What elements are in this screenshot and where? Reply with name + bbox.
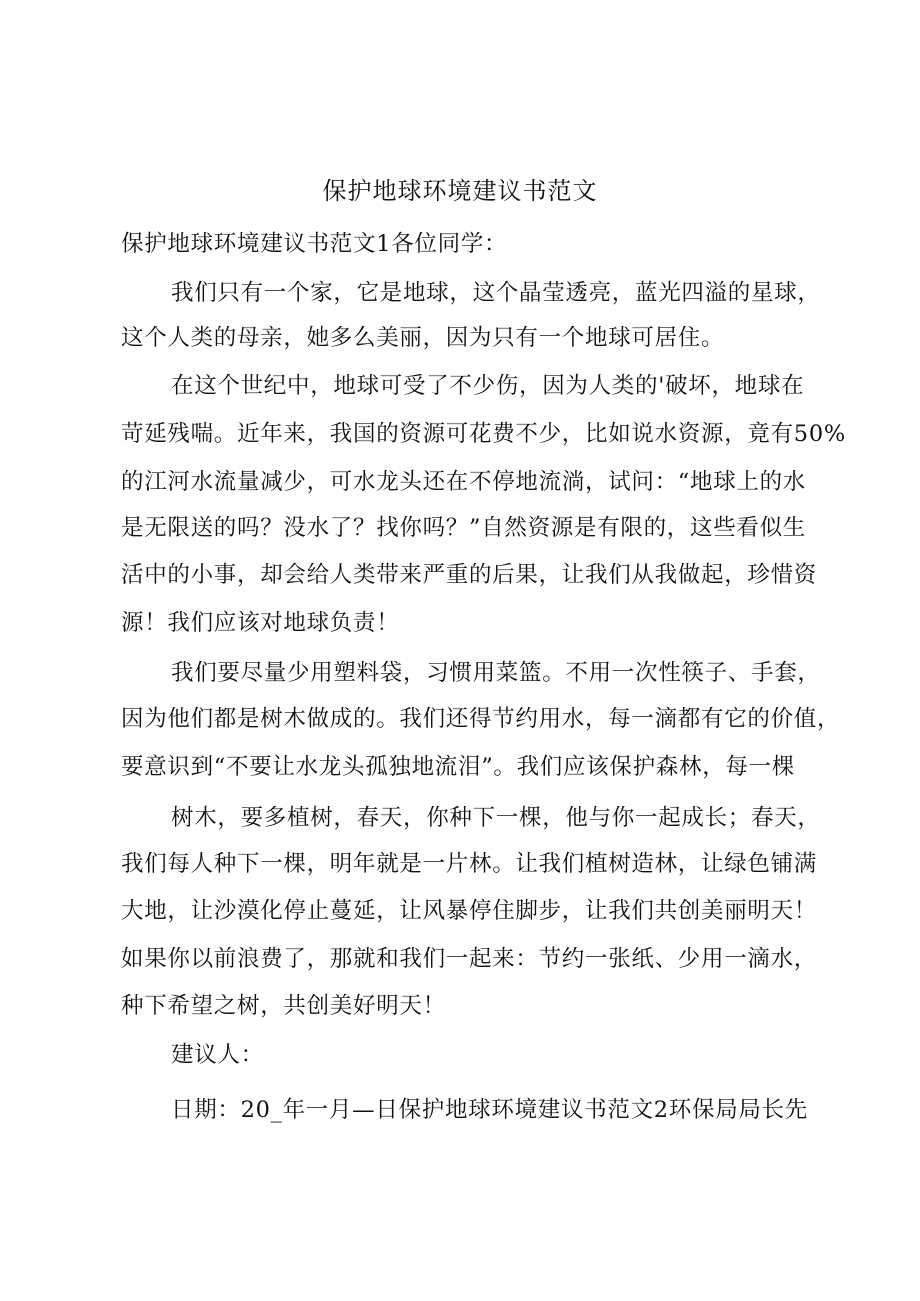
- text-line: 树木，要多植树，春天，你种下一棵，他与你一起成长；春天，: [171, 805, 821, 831]
- text-line: 如果你以前浪费了，那就和我们一起来：节约一张纸、少用一滴水，: [121, 946, 818, 972]
- text-line: 源！我们应该对地球负责！: [121, 610, 400, 636]
- text-line: 我们要尽量少用塑料袋，习惯用菜篮。不用一次性筷子、手套，: [171, 660, 821, 686]
- document-title: 保护地球环境建议书范文: [322, 177, 598, 205]
- text-line: 我们只有一个家，它是地球，这个晶莹透亮，蓝光四溢的星球，: [171, 280, 821, 306]
- text-line: 的江河水流量减少，可水龙头还在不停地流淌，试问：“地球上的水: [121, 469, 807, 495]
- date-line: 日期：20_年一月—日保护地球环境建议书范文2环保局局长先: [171, 1097, 808, 1123]
- text-line: 在这个世纪中，地球可受了不少伤，因为人类的'破坏，地球在: [171, 373, 805, 399]
- signature-label: 建议人：: [171, 1042, 264, 1068]
- text-line: 保护地球环境建议书范文1各位同学：: [121, 231, 508, 257]
- text-line: 因为他们都是树木做成的。我们还得节约用水，每一滴都有它的价值，: [121, 706, 841, 732]
- text-line: 我们每人种下一棵，明年就是一片林。让我们植树造林，让绿色铺满: [121, 851, 818, 877]
- text-line: 种下希望之树，共创美好明天！: [121, 993, 446, 1019]
- text-line: 要意识到“不要让水龙头孤独地流泪”。我们应该保护森林，每一棵: [121, 754, 796, 780]
- text-line: 大地，让沙漠化停止蔓延，让风暴停住脚步，让我们共创美丽明天！: [121, 898, 818, 924]
- text-line: 活中的小事，却会给人类带来严重的后果，让我们从我做起，珍惜资: [121, 562, 818, 588]
- text-line: 是无限送的吗？没水了？找你吗？”自然资源是有限的，这些看似生: [121, 515, 807, 541]
- text-line: 苛延残喘。近年来，我国的资源可花费不少，比如说水资源，竟有50%: [121, 421, 846, 447]
- text-line: 这个人类的母亲，她多么美丽，因为只有一个地球可居住。: [121, 325, 725, 351]
